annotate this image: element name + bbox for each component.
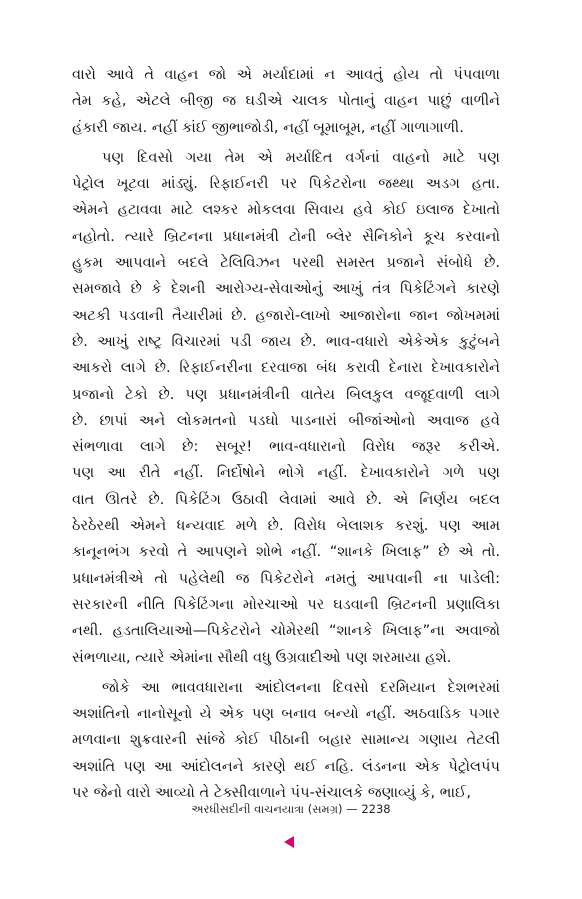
text-line: અશાંતિનો નાનોસૂનો યે એક પણ બનાવ બન્યો નહીં. અઠવાડિક પગાર [72,705,500,723]
page-footer: અરધીસદીની વાચનયાત્રા (સમગ્ર) — 2238 [191,802,391,816]
paragraph [72,145,500,671]
text-line: સરકારની નીતિ પિકેટિંગના મોરચાઓ પર ઘડવાની બ્રિટનની પ્રણાલિકા [72,595,500,613]
text-line: પ્રધાનમંત્રીએ તો પહેલેથી જ પિકેટરોને નમતું આપવાની ના પાડેલી: [72,569,500,587]
text-line: પણ દિવસો ગયા તેમ એ મર્યાદિત વર્ગનાં વાહનો માટે પણ [102,148,500,166]
text-line: પણ આ રીતે નહીં. નિર્દોષોને ભોગે નહીં. દેખાવકારોને ગળે પણ [72,464,500,482]
text-line: હંકારી જાય. નહીં કાંઈ જીભાજોડી, નહીં બૂમાબૂમ, નહીં ગાળાગાળી. [72,118,464,136]
text-line: મળવાના શુક્રવારની સાંજે કોઈ પીઠાની બહાર સામાન્ય ગણાય તેટલી [72,731,500,749]
paragraph [72,62,500,141]
text-line: વાત ઊતરે છે. પિકેટિંગ ઉઠાવી લેવામાં આવે છે. એ નિર્ણય બદલ [72,490,500,508]
text-line: આકરો લાગે છે. રિફાઈનરીના દરવાજા બંધ કરાવી દેનારા દેખાવકારોને [72,359,500,377]
text-line: હુકમ આપવાને બદલે ટેલિવિઝન પરથી સમસ્ત પ્રજાને સંબોધે છે. [72,254,500,272]
text-line: ઠેરઠેરથી એમને ધન્યવાદ મળે છે. વિરોધ બેલાશક કરશું. પણ આમ [72,517,500,535]
text-line: પ્રજાનો ટેકો છે. પણ પ્રધાનમંત્રીની વાતેય બિલકુલ વજૂદવાળી લાગે [72,385,500,403]
text-line: કાનૂનભંગ કરવો તે આપણને શોભે નહીં. “શાનકે ખિલાફ” છે એ તો. [72,543,500,561]
text-line: તેમ કહે, એટલે બીજી જ ઘડીએ ચાલક પોતાનું વાહન પાછું વાળીને [72,92,500,110]
text-line: નથી. હડતાલિયાઓ—પિકેટરોને ચોમેરથી “શાનકે ખિલાફ”ના અવાજો [72,622,500,640]
text-line: પેટ્રોલ ખૂટવા માંડ્યું. રિફાઈનરી પર પિકેટરોના જથ્થા અડગ હતા. [72,175,500,193]
text-line: વારો આવે તે વાહન જો એ મર્યાદામાં ન આવતું હોય તો પંપવાળા [72,66,500,83]
text-line: છે. છાપાં અને લોકમતનો પડઘો પાડનારાં બીજાંઓનો અવાજ હવે [72,411,500,429]
text-line: જોકે આ ભાવવધારાના આંદોલનના દિવસો દરમિયાન દેશભરમાં [102,678,500,696]
text-line: પર જેનો વારો આવ્યો તે ટેક્સીવાળાને પંપ-સંચાલકે જણાવ્યું કે, ભાઈ, [72,784,471,802]
text-line: સંભળાયા, ત્યારે એમાંના સૌથી વધુ ઉગ્રવાદીઓ પણ શરમાયા હશે. [72,648,452,666]
text-line: સમજાવે છે કે દેશની આરોગ્ય-સેવાઓનું આખું તંત્ર પિકેટિંગને કારણે [72,280,500,298]
text-line: એમને હટાવવા માટે લશ્કર મોકલવા સિવાય હવે કોઈ ઇલાજ દેખાતો [72,201,500,219]
text-line: સંભળાવા લાગે છે: સબૂર! ભાવ-વધારાનો વિરોધ જરૂર કરીએ. [72,438,500,456]
text-line: અશાંતિ પણ આ આંદોલનને કારણે થઈ નહિ. લંડનના એક પેટ્રોલપંપ [72,757,500,775]
text-line: નહોતો. ત્યારે બ્રિટનના પ્રધાનમંત્રી ટોની બ્લેર સૈનિકોને કૂચ કરવાનો [72,227,500,245]
text-line: અટકી પડવાની તૈયારીમાં છે. હજારો-લાખો આજારોના જાન જોખમમાં [72,306,500,324]
paragraph [72,675,500,806]
text-line: છે. આખું રાષ્ટ્ર વિચારમાં પડી જાય છે. ભાવ-વધારો એકેએક કુટુંબને [72,332,500,350]
previous-page-arrow-icon[interactable] [284,836,294,848]
page-body [72,62,500,810]
